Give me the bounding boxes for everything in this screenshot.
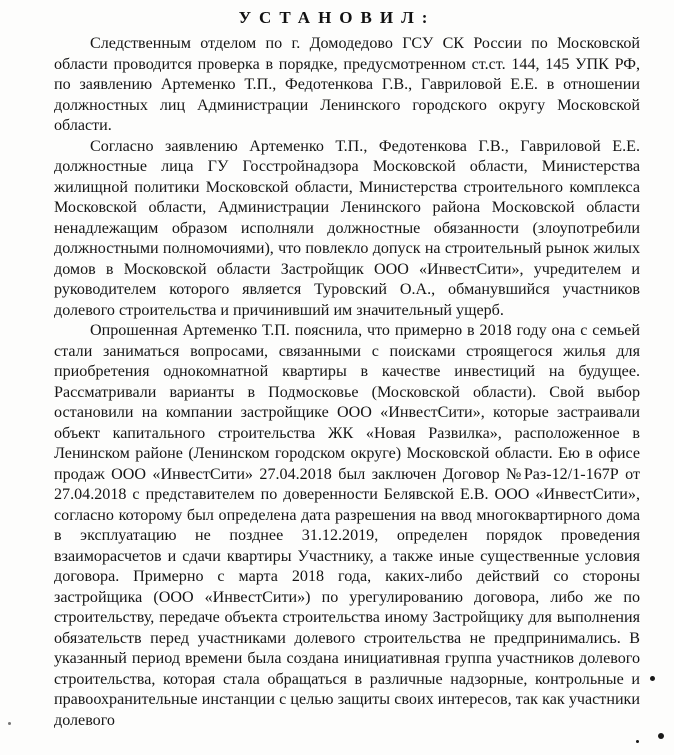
paragraph-2: Согласно заявлению Артеменко Т.П., Федотенкова Г.В., Гавриловой Е.Е. должностные лица ГУ Госстройнадзора Московской области, Министерства жилищной политики Московской области, Министерства строительного комплекса Московской области, Администрации Ленинского района Московской области ненадлежащим образом исполняли должностные обязанности (злоупотребили должностными полномочиями), что повлекло допуск на строительный рынок жилых домов в Московской области Застройщик ООО «ИнвестСити», учредителем и руководителем которого является Туровский О.А., обманувшийся участников долевого строительства и причинивший им значительный ущерб. xyxy=(54,137,640,319)
paragraph-3: Опрошенная Артеменко Т.П. пояснила, что примерно в 2018 году она с семьей стали заниматься вопросами, связанными с поисками строящегося жилья для приобретения однокомнатной квартиры в качестве инвестиций на будущее. Рассматривали варианты в Подмосковье (Московской области). Свой выбор остановили на компании застройщике ООО «ИнвестСити», которые застраивали объект капитального строительства ЖК «Новая Развилка», расположенное в Ленинском районе (Ленинском городском округе) Московской области. Ею в офисе продаж ООО «ИнвестСити» 27.04.2018 был заключен Договор №Раз-12/1-167Р от 27.04.2018 с представителем по доверенности Белявской Е.В. ООО «ИнвестСити», согласно которому был определена дата разрешения на ввод многоквартирного дома в эксплуатацию не позднее 31.12.2019, определен порядок проведения взаиморасчетов и сдачи квартиры Участнику, а также иные существенные условия договора. Примерно с марта 2018 года, каких-либо действий со стороны застройщика (ООО «ИнвестСити») по урегулированию договора, либо же по строительству, передаче объекта строительства иному Застройщику для выполнения обязательств перед участниками долевого строительства не предпринимались. В указанный период времени была создана инициативная группа участников долевого строительства, которая стала обращаться в различные надзорные, контрольные и правоохранительные инстанции с целью защиты своих интересов, так как участники долевого xyxy=(54,322,640,729)
scan-speck xyxy=(8,722,11,725)
scan-speck xyxy=(636,740,639,743)
document-heading: УСТАНОВИЛ: xyxy=(238,8,436,27)
paragraph-1: Следственным отделом по г. Домодедово ГСУ СК России по Московской области проводится проверка в порядке, предусмотренном ст.ст. 144, 145 УПК РФ, по заявлению Артеменко Т.П., Федотенкова Г.В., Гавриловой Е.Е. в отношении должностных лиц Администрации Ленинского городского округу Московской области. xyxy=(54,35,640,134)
scan-speck xyxy=(650,676,655,681)
document-body xyxy=(54,34,640,731)
scan-speck xyxy=(658,733,664,739)
